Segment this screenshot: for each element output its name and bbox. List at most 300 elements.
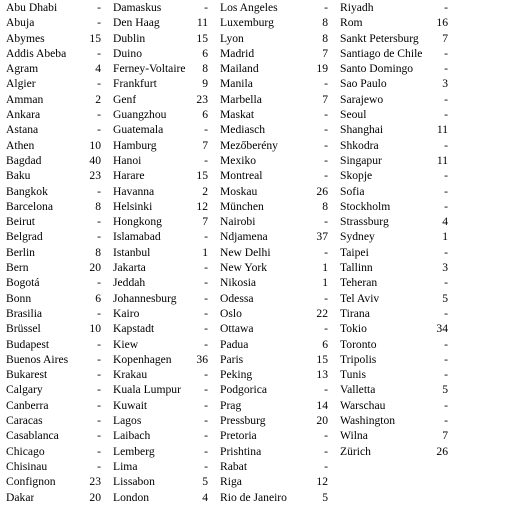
table-row [216,337,336,352]
city-count: - [444,62,448,76]
column-3 [216,0,336,505]
city-name: Bangkok [6,184,48,198]
table-row [2,122,109,137]
city-count: - [204,230,208,244]
city-name: Ndjamena [220,230,268,244]
table-row [2,260,109,275]
table-row [2,76,109,91]
city-count: - [444,306,448,320]
city-count: 2 [95,92,101,106]
table-row [2,138,109,153]
city-count: - [97,215,101,229]
city-count: - [204,322,208,336]
city-name: Skopje [340,169,373,183]
city-name: Caracas [6,414,43,428]
city-count: - [204,123,208,137]
city-count: - [204,153,208,167]
table-row [2,184,109,199]
city-count: 8 [95,245,101,259]
city-name: Maskat [220,108,255,122]
city-count: - [97,444,101,458]
table-row [336,31,456,46]
city-count: - [444,92,448,106]
table-row [336,184,456,199]
city-count: 8 [322,31,328,45]
city-name: Tirana [340,306,370,320]
table-row [109,61,216,76]
table-row [109,337,216,352]
city-name: Krakau [113,368,148,382]
city-name: Algier [6,77,36,91]
city-name: Havanna [113,184,155,198]
city-count: 4 [442,215,448,229]
city-count: - [444,1,448,14]
city-name: Bukarest [6,368,48,382]
city-name: Bern [6,261,29,275]
city-count: - [444,199,448,213]
table-row [2,352,109,367]
city-name: Johannesburg [113,291,177,305]
table-row [109,398,216,413]
table-row [336,321,456,336]
city-count: - [444,352,448,366]
city-count: 36 [196,352,208,366]
table-row [336,382,456,397]
city-name: Nairobi [220,215,256,229]
table-row [109,275,216,290]
city-name: Rom [340,16,363,30]
city-name: Rio de Janeiro [220,490,287,504]
city-count: 11 [436,123,448,137]
city-name: Kairo [113,306,140,320]
city-count: 12 [316,475,328,489]
city-name: Toronto [340,337,377,351]
table-row [109,46,216,61]
city-count: - [97,108,101,122]
city-name: Lissabon [113,475,155,489]
city-name: Lyon [220,31,244,45]
table-row [2,275,109,290]
city-name: Chisinau [6,459,48,473]
table-row [109,0,216,15]
city-count: - [204,306,208,320]
city-name: Genf [113,92,137,106]
city-count: 6 [322,337,328,351]
city-name: Frankfurt [113,77,157,91]
city-name: New Delhi [220,245,271,259]
table-row [336,413,456,428]
table-row [216,367,336,382]
city-count: - [97,398,101,412]
city-count: - [324,444,328,458]
city-name: Confignon [6,475,56,489]
city-name: Mexiko [220,153,257,167]
table-row [216,490,336,505]
table-row [216,46,336,61]
city-name: Kiew [113,337,139,351]
city-count: 1 [442,230,448,244]
city-name: Paris [220,352,244,366]
city-name: Shkodra [340,138,379,152]
city-name: Helsinki [113,199,153,213]
city-count: - [97,414,101,428]
city-name: Valletta [340,383,376,397]
city-count: 7 [202,215,208,229]
table-row [109,15,216,30]
city-table [2,0,456,505]
table-row [109,31,216,46]
table-row [2,490,109,505]
city-name: Santiago de Chile [340,46,423,60]
city-name: Tripolis [340,352,377,366]
table-row [216,15,336,30]
table-row [216,153,336,168]
city-count: 15 [196,31,208,45]
city-count: - [97,429,101,443]
table-row [336,245,456,260]
city-name: Harare [113,169,145,183]
table-row [336,352,456,367]
city-name: Chicago [6,444,45,458]
city-name: Abymes [6,31,45,45]
city-count: - [324,383,328,397]
city-count: 5 [442,291,448,305]
city-name: Rabat [220,459,248,473]
table-row [109,214,216,229]
city-name: Amman [6,92,44,106]
city-name: Dublin [113,31,146,45]
city-name: Baku [6,169,31,183]
city-name: Sarajewo [340,92,384,106]
city-count: - [204,291,208,305]
city-name: Hamburg [113,138,157,152]
city-name: Peking [220,368,253,382]
city-count: 1 [322,261,328,275]
city-name: Calgary [6,383,43,397]
table-row [109,107,216,122]
table-row [109,382,216,397]
city-name: Montreal [220,169,263,183]
city-count: 23 [196,92,208,106]
city-name: Ankara [6,108,41,122]
city-count: 1 [322,276,328,290]
city-count: - [97,459,101,473]
city-count: 7 [202,138,208,152]
table-row [336,337,456,352]
city-count: - [97,368,101,382]
table-row [2,337,109,352]
city-name: Dakar [6,490,35,504]
table-row [216,245,336,260]
city-name: Oslo [220,306,242,320]
city-name: Shanghai [340,123,384,137]
city-count: 9 [202,77,208,91]
city-count: 20 [89,261,101,275]
city-count: 1 [202,245,208,259]
table-row [109,367,216,382]
city-name: Sao Paulo [340,77,387,91]
city-name: München [220,199,264,213]
table-row [336,275,456,290]
city-name: Lima [113,459,138,473]
city-name: Lagos [113,414,142,428]
city-count: 37 [316,230,328,244]
city-name: Istanbul [113,245,151,259]
table-row [336,199,456,214]
city-count: - [324,215,328,229]
table-row [216,260,336,275]
table-row [216,92,336,107]
city-name: Nikosia [220,276,257,290]
city-count: - [324,322,328,336]
city-name: Canberra [6,398,49,412]
table-row [216,352,336,367]
city-count: - [204,337,208,351]
table-row [2,474,109,489]
city-count: 8 [202,62,208,76]
table-row [336,367,456,382]
city-name: Astana [6,123,39,137]
table-row [336,15,456,30]
city-count: 19 [316,62,328,76]
table-row [2,245,109,260]
city-count: 3 [442,77,448,91]
city-name: Pretoria [220,429,257,443]
table-row [109,76,216,91]
city-count: 12 [196,199,208,213]
city-count: 7 [442,31,448,45]
city-name: Belgrad [6,230,43,244]
city-count: - [444,368,448,382]
city-count: 10 [89,322,101,336]
city-name: Jeddah [113,276,146,290]
table-row [109,153,216,168]
city-count: 23 [89,169,101,183]
table-row [2,61,109,76]
table-row [109,459,216,474]
city-count: - [444,184,448,198]
table-row [109,184,216,199]
city-count: - [97,16,101,30]
city-count: 15 [196,169,208,183]
city-name: Wilna [340,429,368,443]
table-row [216,184,336,199]
table-row [109,122,216,137]
city-count: 34 [436,322,448,336]
city-count: 40 [89,153,101,167]
city-name: Guatemala [113,123,164,137]
table-row [216,398,336,413]
city-count: 5 [322,490,328,504]
city-count: - [324,123,328,137]
city-name: Luxemburg [220,16,274,30]
city-count: 2 [202,184,208,198]
city-count: 7 [322,46,328,60]
city-count: 7 [322,92,328,106]
city-count: 5 [442,383,448,397]
table-row [109,428,216,443]
table-row [109,92,216,107]
city-count: - [204,261,208,275]
table-row [216,459,336,474]
city-name: Marbella [220,92,262,106]
city-count: 10 [89,138,101,152]
city-name: Sydney [340,230,375,244]
city-name: Strassburg [340,215,389,229]
table-row [109,229,216,244]
table-row [2,0,109,15]
city-count: - [204,444,208,458]
city-count: 8 [95,199,101,213]
city-count: 7 [442,429,448,443]
table-row [2,92,109,107]
city-name: Guangzhou [113,108,167,122]
city-count: - [444,337,448,351]
city-count: - [324,245,328,259]
table-row [109,490,216,505]
table-row [2,15,109,30]
city-name: Warschau [340,398,386,412]
city-name: Prishtina [220,444,262,458]
city-name: Buenos Aires [6,352,69,366]
city-count: - [97,337,101,351]
table-row [109,474,216,489]
city-name: Moskau [220,184,258,198]
table-row [216,199,336,214]
table-row [336,444,456,459]
table-row [336,306,456,321]
table-row [336,46,456,61]
table-row [2,214,109,229]
city-count: 6 [202,46,208,60]
city-count: - [444,245,448,259]
city-count: 22 [316,306,328,320]
city-name: Sankt Petersburg [340,31,419,45]
city-count: - [444,169,448,183]
city-name: New York [220,261,268,275]
city-name: Manila [220,77,253,91]
city-count: 5 [202,475,208,489]
city-name: Duino [113,46,142,60]
city-name: Zürich [340,444,371,458]
table-row [2,398,109,413]
column-2 [109,0,216,505]
city-count: - [204,429,208,443]
city-name: London [113,490,150,504]
city-count: - [204,1,208,14]
city-count: - [444,276,448,290]
table-row [109,413,216,428]
table-row [216,413,336,428]
city-name: Lemberg [113,444,155,458]
city-count: - [324,77,328,91]
city-count: - [444,414,448,428]
table-row [336,107,456,122]
city-count: - [97,123,101,137]
city-name: Kuala Lumpur [113,383,181,397]
city-count: - [97,46,101,60]
table-row [216,291,336,306]
city-count: - [444,138,448,152]
table-row [216,321,336,336]
table-row [2,306,109,321]
table-row [2,168,109,183]
city-name: Brüssel [6,322,41,336]
city-name: Kuwait [113,398,148,412]
city-count: - [324,108,328,122]
table-row [216,31,336,46]
city-count: - [204,276,208,290]
city-name: Odessa [220,291,254,305]
table-row [2,229,109,244]
table-row [2,321,109,336]
city-name: Madrid [220,46,255,60]
city-name: Athen [6,138,35,152]
table-row [216,444,336,459]
table-row [109,138,216,153]
city-name: Padua [220,337,249,351]
city-name: Hongkong [113,215,162,229]
city-count: - [324,138,328,152]
city-name: Los Angeles [220,1,278,14]
city-name: Bonn [6,291,32,305]
city-count: - [204,368,208,382]
table-row [336,92,456,107]
city-name: Tunis [340,368,367,382]
city-count: - [444,398,448,412]
table-row [216,0,336,15]
table-row [2,428,109,443]
city-count: 11 [196,16,208,30]
city-name: Casablanca [6,429,59,443]
city-name: Ottawa [220,322,254,336]
city-count: - [97,77,101,91]
city-count: - [204,414,208,428]
table-row [336,0,456,15]
table-row [336,61,456,76]
city-name: Bagdad [6,153,42,167]
city-name: Riyadh [340,1,374,14]
table-row [2,31,109,46]
city-count: 3 [442,261,448,275]
city-count: - [324,153,328,167]
table-row [109,199,216,214]
city-count: - [97,230,101,244]
city-count: 26 [436,444,448,458]
city-name: Mediasch [220,123,266,137]
city-count: - [97,276,101,290]
city-name: Tallinn [340,261,373,275]
city-count: - [204,383,208,397]
city-name: Tokio [340,322,367,336]
table-row [109,444,216,459]
column-4 [336,0,456,505]
city-count: 11 [436,153,448,167]
table-row [336,229,456,244]
city-count: 23 [89,475,101,489]
city-name: Riga [220,475,242,489]
city-name: Ferney-Voltaire [113,62,186,76]
city-count: - [324,429,328,443]
city-count: - [97,306,101,320]
table-row [109,245,216,260]
table-row [2,413,109,428]
table-row [2,153,109,168]
city-count: - [97,184,101,198]
city-count: 15 [89,31,101,45]
table-row [2,291,109,306]
table-row [336,76,456,91]
